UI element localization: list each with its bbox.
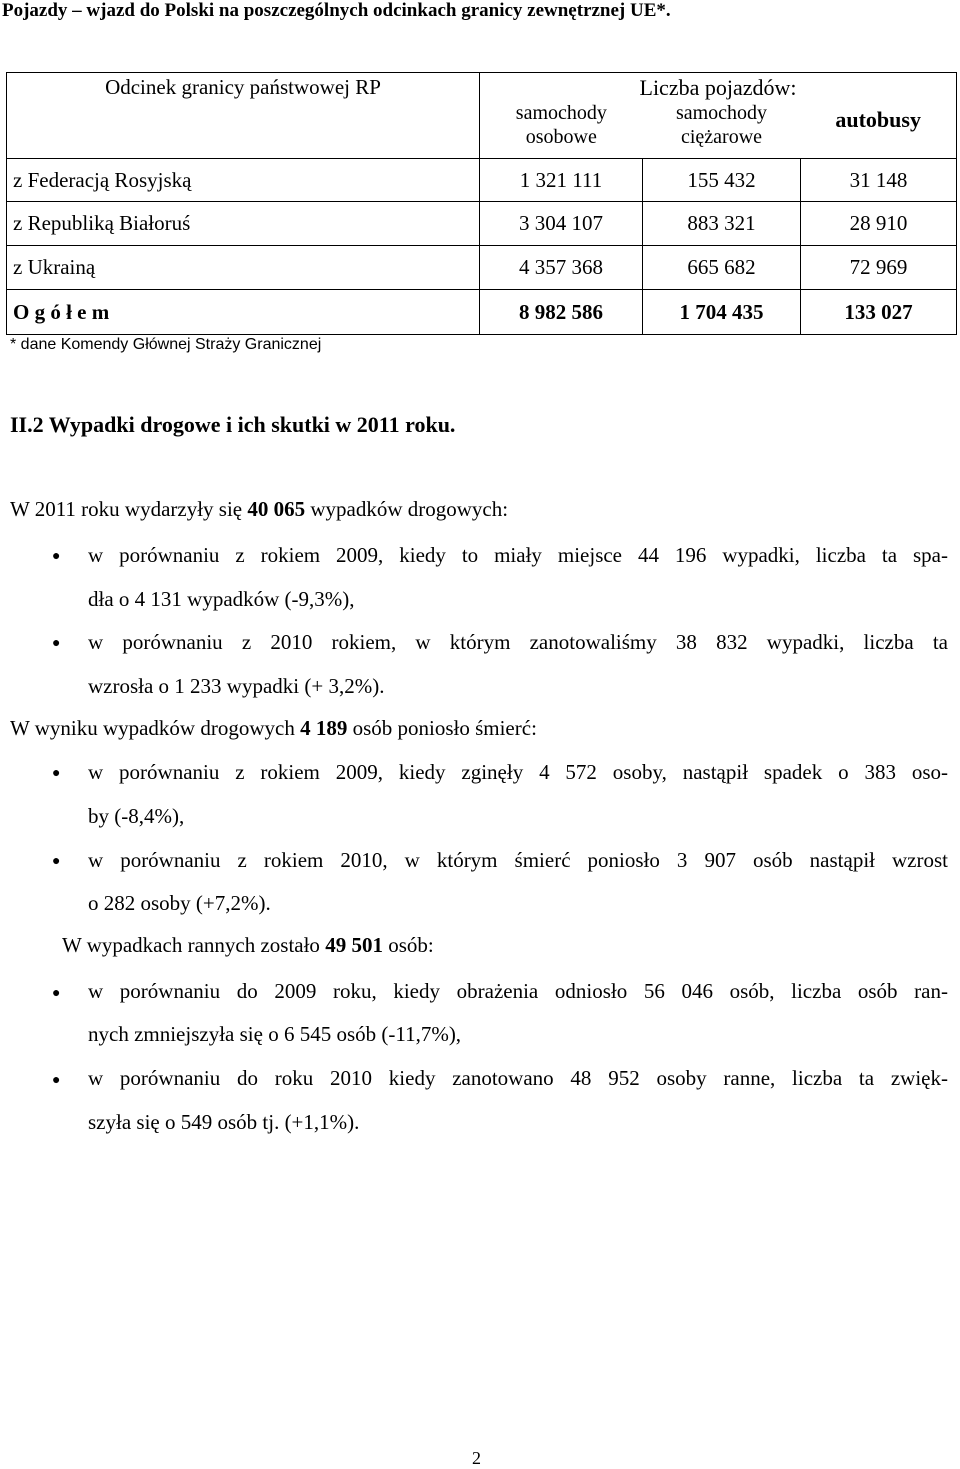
row-trucks: 883 321 [643, 202, 801, 246]
total-trucks: 1 704 435 [643, 290, 801, 335]
table-header-row [7, 73, 957, 159]
page-number: 2 [472, 1448, 481, 1468]
bullet-icon: ● [52, 854, 61, 869]
bullet-icon: ● [52, 636, 61, 651]
header-buses: autobusy [835, 107, 921, 132]
list-item: w porównaniu do roku 2010 kiedy zanotowano 48 952 osoby ranne, liczba ta zwięk- [88, 1066, 948, 1090]
list-item-continuation: szyła się o 549 osób tj. (+1,1%). [88, 1110, 360, 1134]
table-footnote: * dane Komendy Głównej Straży Granicznej [10, 336, 322, 353]
bullet-icon: ● [52, 766, 61, 781]
injured-intro: W wypadkach rannych zostało 49 501 osób: [62, 933, 434, 957]
list-item-continuation: by (-8,4%), [88, 804, 185, 828]
table-total-row [7, 290, 957, 335]
list-item-continuation: dła o 4 131 wypadków (-9,3%), [88, 587, 355, 611]
list-item: w porównaniu z 2010 rokiem, w którym zanotowaliśmy 38 832 wypadki, liczba ta [88, 630, 948, 654]
header-cars: samochody osobowe [515, 102, 607, 148]
bullet-icon: ● [52, 986, 61, 1001]
row-cars: 3 304 107 [480, 202, 643, 246]
header-group-label: Liczba pojazdów: [639, 75, 797, 100]
bullet-icon: ● [52, 549, 61, 564]
row-section: z Federacją Rosyjską [7, 159, 480, 202]
list-item-continuation: o 282 osoby (+7,2%). [88, 891, 271, 915]
document-title: Pojazdy – wjazd do Polski na poszczególnych odcinkach granicy zewnętrznej UE*. [2, 0, 671, 21]
row-cars: 4 357 368 [480, 246, 643, 290]
header-section-column: Odcinek granicy państwowej RP [7, 73, 480, 159]
row-section: z Ukrainą [7, 246, 480, 290]
list-item: w porównaniu do 2009 roku, kiedy obrażenia odniosło 56 046 osób, liczba osób ran- [88, 979, 948, 1003]
total-buses: 133 027 [801, 290, 957, 335]
table-row [7, 159, 957, 202]
list-item: w porównaniu z rokiem 2009, kiedy zginęły 4 572 osoby, nastąpił spadek o 383 oso- [88, 760, 948, 784]
row-section: z Republiką Białoruś [7, 202, 480, 246]
vehicles-table [6, 72, 957, 335]
header-trucks: samochody ciężarowe [675, 102, 768, 148]
header-vehicle-count-group [480, 73, 957, 159]
total-label: O g ó ł e m [7, 290, 480, 335]
list-item-continuation: nych zmniejszyła się o 6 545 osób (-11,7%), [88, 1022, 462, 1046]
table-row [7, 246, 957, 290]
table-row [7, 202, 957, 246]
section-heading: II.2 Wypadki drogowe i ich skutki w 2011 roku. [10, 412, 456, 437]
list-item: w porównaniu z rokiem 2010, w którym śmierć poniosło 3 907 osób nastąpił wzrost [88, 848, 948, 872]
deaths-intro: W wyniku wypadków drogowych 4 189 osób poniosło śmierć: [10, 716, 537, 740]
accidents-intro: W 2011 roku wydarzyły się 40 065 wypadków drogowych: [10, 497, 509, 521]
row-buses: 31 148 [801, 159, 957, 202]
row-buses: 28 910 [801, 202, 957, 246]
row-buses: 72 969 [801, 246, 957, 290]
row-trucks: 665 682 [643, 246, 801, 290]
list-item: w porównaniu z rokiem 2009, kiedy to miały miejsce 44 196 wypadki, liczba ta spa- [88, 543, 948, 567]
bullet-icon: ● [52, 1073, 61, 1088]
total-cars: 8 982 586 [480, 290, 643, 335]
row-cars: 1 321 111 [480, 159, 643, 202]
list-item-continuation: wzrosła o 1 233 wypadki (+ 3,2%). [88, 674, 385, 698]
row-trucks: 155 432 [643, 159, 801, 202]
